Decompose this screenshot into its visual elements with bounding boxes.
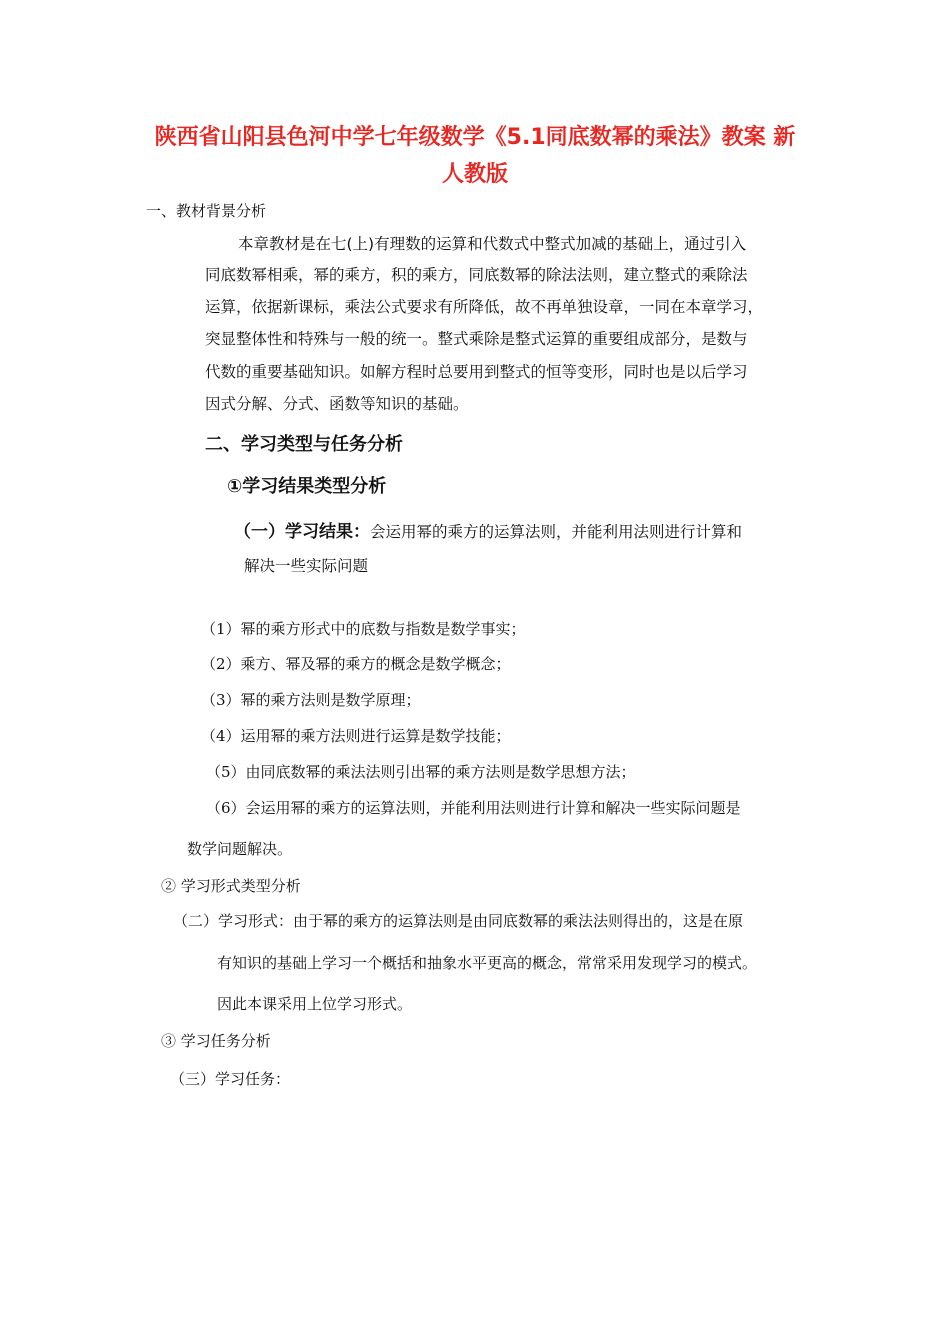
list-item-continuation: 数学问题解决。 — [187, 840, 293, 858]
section1-paragraph-line: 突显整体性和特殊与一般的统一。整式乘除是整式运算的重要组成部分，是数与 — [205, 330, 748, 348]
section1-paragraph-line: 运算，依据新课标，乘法公式要求有所降低，故不再单独设章，一同在本章学习， — [205, 298, 764, 316]
learning-result-text-cont: 解决一些实际问题 — [244, 557, 369, 575]
learning-form-line: 有知识的基础上学习一个概括和抽象水平更高的概念，常常采用发现学习的模式。 — [217, 954, 758, 972]
list-item: （2）乘方、幂及幂的乘方的概念是数学概念； — [201, 655, 511, 673]
subsection1-heading: ①学习结果类型分析 — [227, 476, 387, 497]
document-title-line1: 陕西省山阳县色河中学七年级数学《5.1同底数幂的乘法》教案 新 — [154, 125, 796, 150]
list-item: （5）由同底数幂的乘法法则引出幂的乘方法则是数学思想方法； — [206, 763, 636, 781]
list-item: （4）运用幂的乘方法则进行运算是数学技能； — [201, 727, 511, 745]
section1-heading: 一、教材背景分析 — [146, 202, 267, 220]
learning-result-line — [234, 517, 742, 542]
learning-form-line: 因此本课采用上位学习形式。 — [217, 995, 413, 1013]
learning-result-text: 会运用幂的乘方的运算法则，并能利用法则进行计算和 — [370, 523, 743, 541]
learning-task-label: （三）学习任务： — [170, 1070, 291, 1088]
subsection2-heading: ② 学习形式类型分析 — [161, 877, 301, 895]
learning-form-line: （二）学习形式：由于幂的乘方的运算法则是由同底数幂的乘法法则得出的，这是在原 — [173, 912, 744, 930]
document-title-line2: 人教版 — [441, 162, 508, 187]
list-item: （1）幂的乘方形式中的底数与指数是数学事实； — [201, 620, 526, 638]
section1-paragraph-line: 同底数幂相乘，幂的乘方，积的乘方，同底数幂的除法法则，建立整式的乘除法 — [205, 266, 748, 284]
subsection3-heading: ③ 学习任务分析 — [161, 1032, 271, 1050]
section2-heading: 二、学习类型与任务分析 — [205, 434, 403, 455]
list-item: （6）会运用幂的乘方的运算法则，并能利用法则进行计算和解决一些实际问题是 — [206, 799, 741, 817]
list-item: （3）幂的乘方法则是数学原理； — [201, 691, 421, 709]
section1-paragraph-line: 因式分解、分式、函数等知识的基础。 — [205, 395, 469, 413]
learning-result-label: （一）学习结果： — [234, 522, 370, 542]
section1-paragraph-line: 本章教材是在七(上)有理数的运算和代数式中整式加减的基础上，通过引入 — [238, 235, 747, 253]
section1-paragraph-line: 代数的重要基础知识。如解方程时总要用到整式的恒等变形，同时也是以后学习 — [205, 363, 748, 381]
